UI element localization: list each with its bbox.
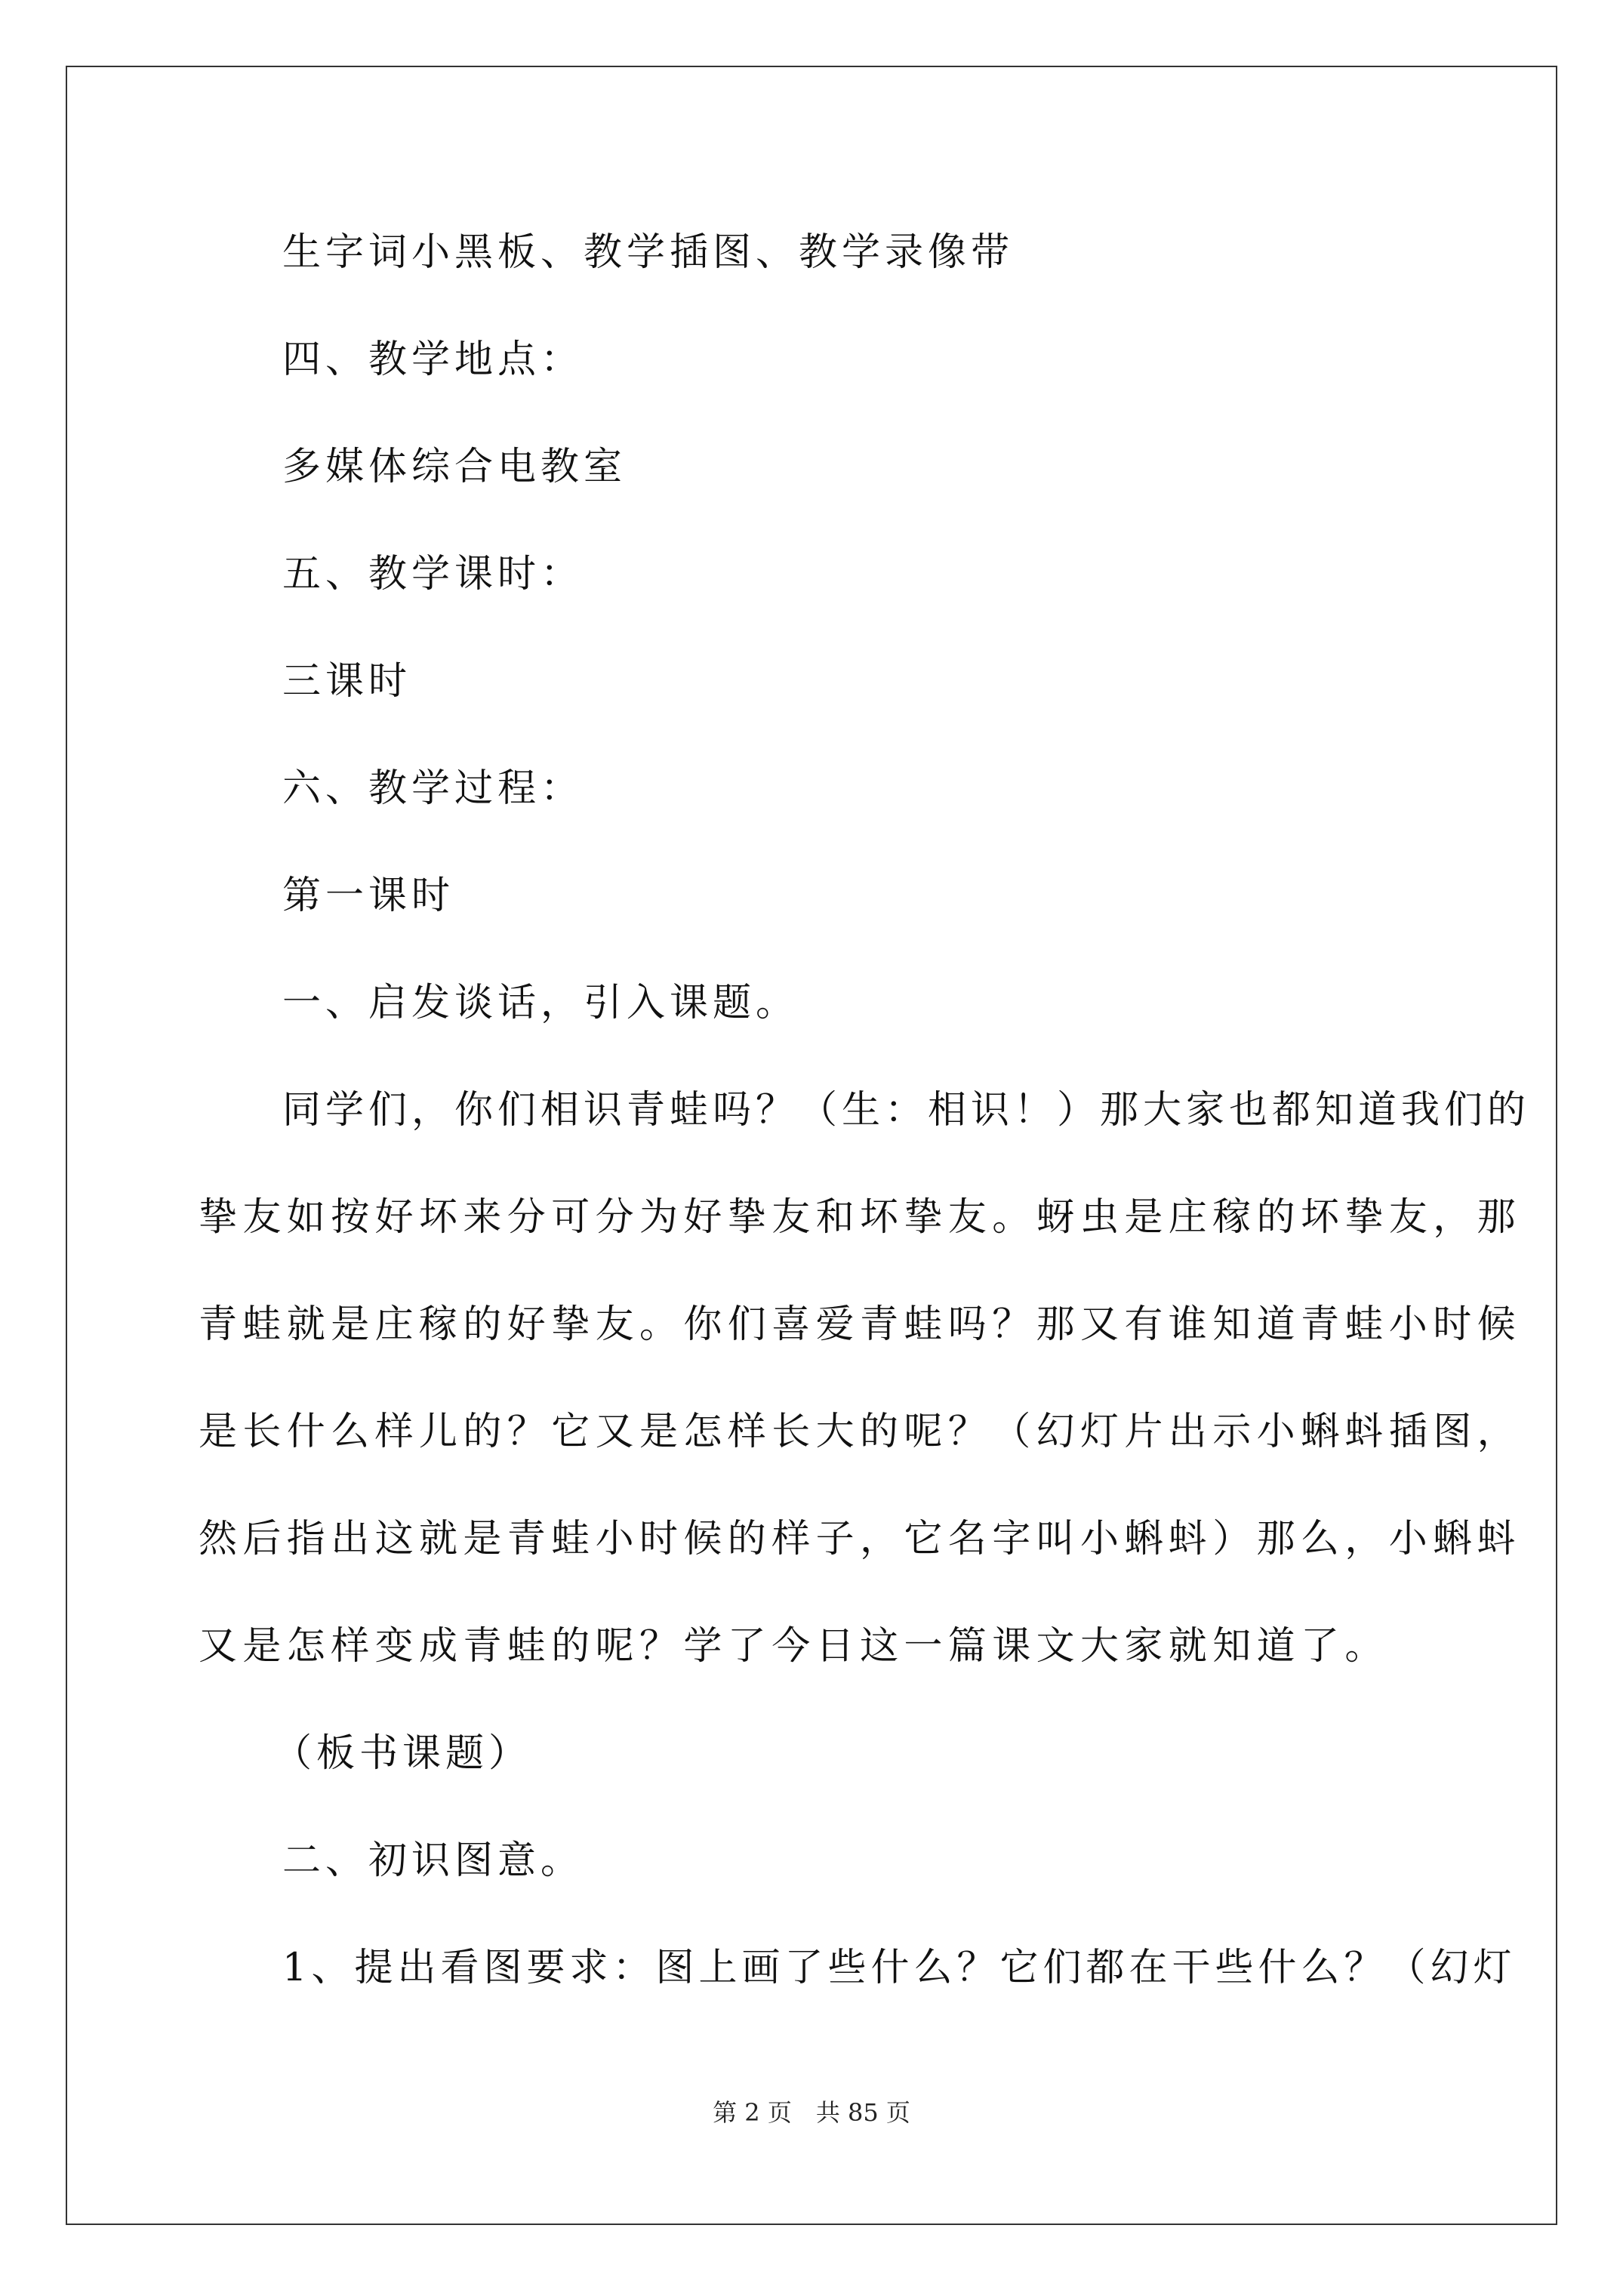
page-border: [66, 66, 1557, 2225]
paragraph-line: 青蛙就是庄稼的好挚友。你们喜爱青蛙吗？那又有谁知道青蛙小时候: [199, 1302, 1522, 1347]
heading-teaching-location: 四、教学地点：: [282, 337, 584, 382]
text-line-materials: 生字词小黑板、教学插图、教学录像带: [282, 230, 1015, 275]
heading-teaching-process: 六、教学过程：: [282, 766, 584, 811]
paragraph-line: 然后指出这就是青蛙小时候的样子，它名字叫小蝌蚪）那么，小蝌蚪: [199, 1517, 1522, 1561]
text-line-hours: 三课时: [282, 659, 412, 704]
text-line-board-note: （板书课题）: [273, 1731, 532, 1776]
heading-first-lesson: 第一课时: [282, 874, 455, 918]
heading-step-one: 一、启发谈话，引入课题。: [282, 981, 799, 1025]
text-line-location: 多媒体综合电教室: [282, 445, 627, 489]
heading-step-two: 二、初识图意。: [282, 1838, 584, 1883]
paragraph-line: 又是怎样变成青蛙的呢？学了今日这一篇课文大家就知道了。: [199, 1624, 1389, 1669]
paragraph-line: 是长什么样儿的？它又是怎样长大的呢？（幻灯片出示小蝌蚪插图，: [199, 1410, 1522, 1454]
paragraph-line: 同学们，你们相识青蛙吗？（生：相识！）那大家也都知道我们的: [282, 1088, 1531, 1133]
page-number-footer: 第 2 页 共 85 页: [713, 2098, 910, 2127]
paragraph-line: 1、提出看图要求：图上画了些什么？它们都在干些什么？（幻灯: [282, 1946, 1517, 1990]
paragraph-line: 挚友如按好坏来分可分为好挚友和坏挚友。蚜虫是庄稼的坏挚友，那: [199, 1195, 1522, 1240]
heading-teaching-hours: 五、教学课时：: [282, 552, 584, 596]
